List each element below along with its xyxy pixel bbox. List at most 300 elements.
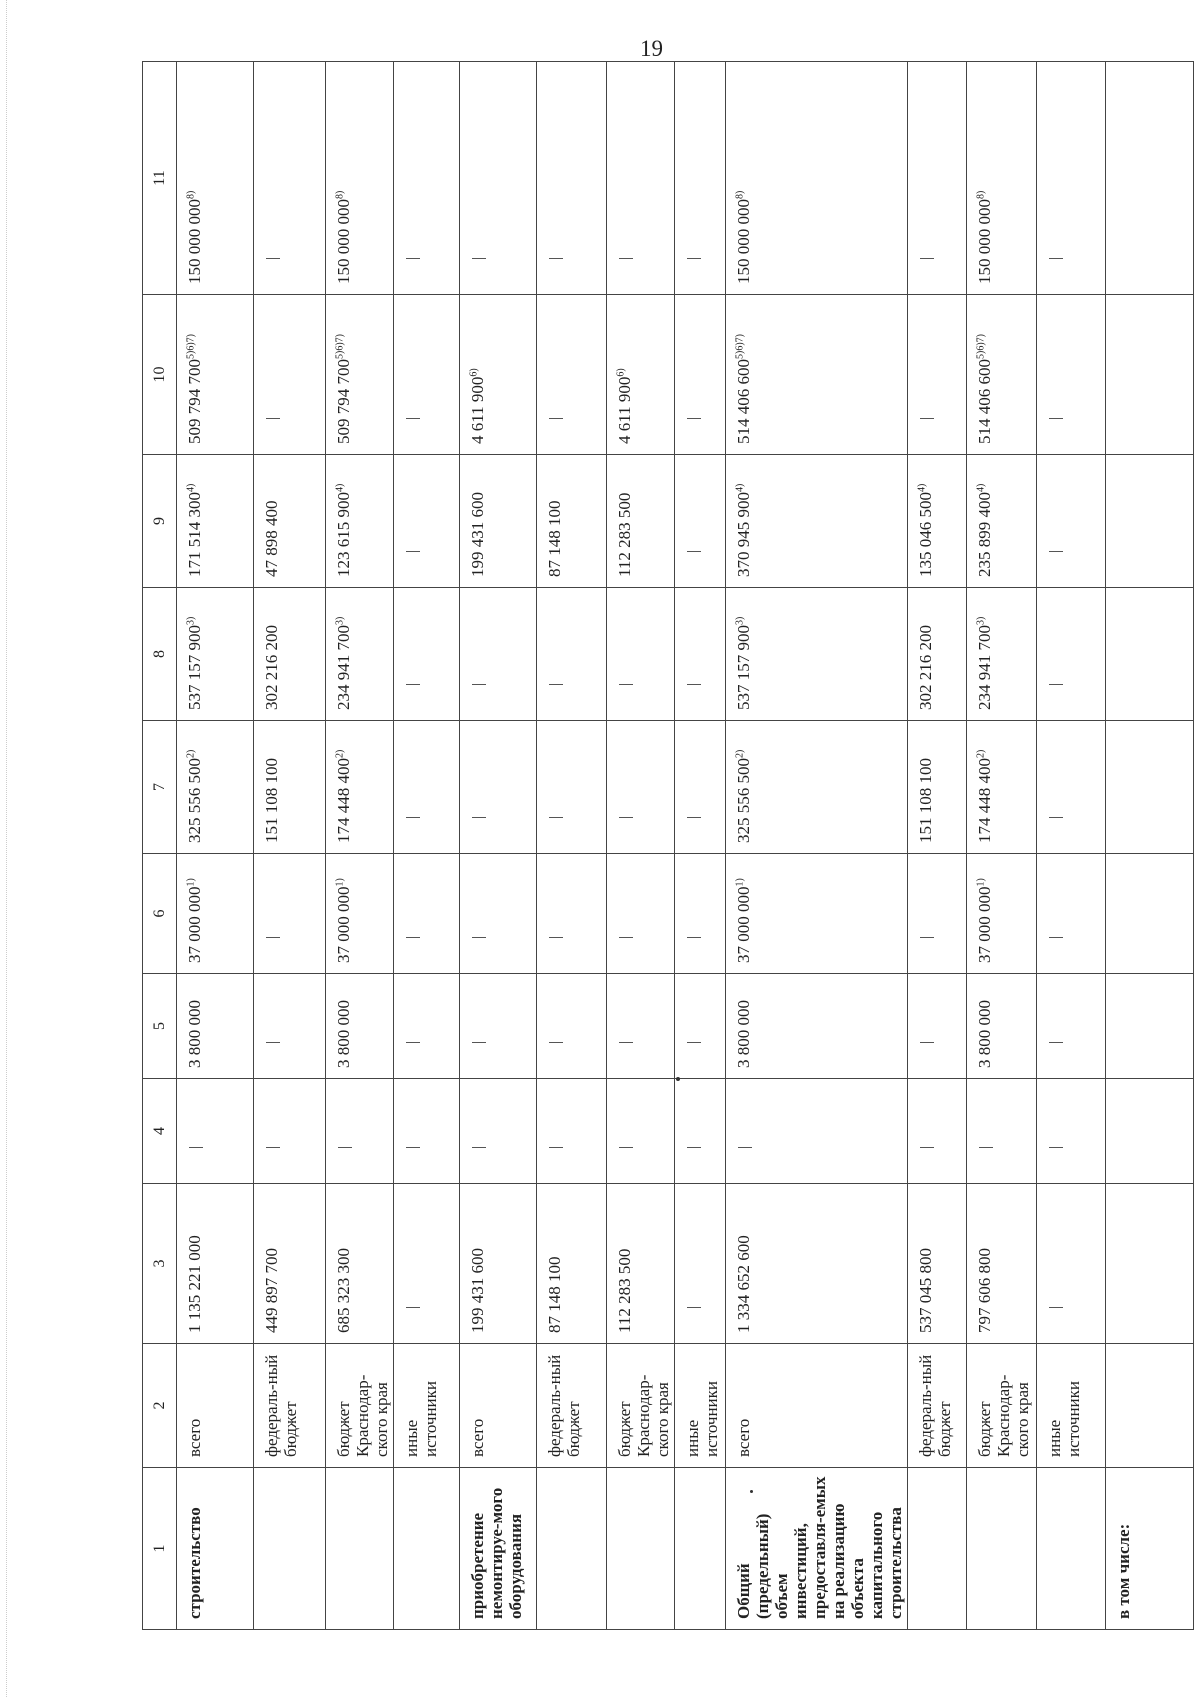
value-cell bbox=[908, 1184, 967, 1344]
footnote-ref: 8) bbox=[734, 190, 746, 199]
dash-mark bbox=[406, 1307, 420, 1308]
table-row bbox=[177, 62, 254, 1630]
dash-mark bbox=[619, 1147, 633, 1148]
funding-source-cell: федераль-ный бюджет bbox=[254, 1344, 326, 1468]
footnote-ref: 2) bbox=[975, 749, 987, 758]
value-cell bbox=[254, 455, 326, 588]
dash-mark bbox=[472, 1147, 486, 1148]
cell-value: 123 615 900 bbox=[334, 492, 353, 577]
footnote-ref: 4) bbox=[185, 483, 197, 492]
cell-value: 112 283 500 bbox=[615, 492, 634, 577]
dash-mark bbox=[266, 1147, 280, 1148]
footnote-ref: 4) bbox=[334, 483, 346, 492]
cell-value: 4 611 900 bbox=[615, 376, 634, 444]
row-category-cell bbox=[967, 1468, 1037, 1630]
value-cell bbox=[177, 588, 254, 721]
value-cell bbox=[908, 1079, 967, 1184]
table-row bbox=[537, 62, 607, 1630]
funding-source-cell: иные источники bbox=[675, 1344, 726, 1468]
dash-mark bbox=[406, 258, 420, 259]
row-category-cell bbox=[607, 1468, 675, 1630]
dash-mark bbox=[687, 551, 701, 552]
value-cell bbox=[967, 1079, 1037, 1184]
value-cell bbox=[254, 854, 326, 974]
value-cell bbox=[537, 854, 607, 974]
cell-value: 199 431 600 bbox=[468, 1248, 487, 1333]
dash-mark bbox=[687, 817, 701, 818]
footnote-ref: 2) bbox=[734, 749, 746, 758]
dash-mark bbox=[406, 817, 420, 818]
value-cell bbox=[394, 721, 460, 854]
value-cell bbox=[326, 62, 394, 295]
value-cell bbox=[908, 721, 967, 854]
dash-mark bbox=[920, 258, 934, 259]
value-cell bbox=[726, 295, 908, 455]
cell-value: 135 046 500 bbox=[916, 492, 935, 577]
column-header: 1 bbox=[143, 1468, 177, 1630]
value-cell bbox=[607, 455, 675, 588]
header-row bbox=[143, 62, 177, 1630]
footnote-ref: 3) bbox=[734, 616, 746, 625]
value-cell bbox=[1106, 295, 1194, 455]
value-cell bbox=[726, 974, 908, 1079]
column-header: 6 bbox=[143, 854, 177, 974]
dash-mark bbox=[406, 684, 420, 685]
table-row bbox=[726, 62, 908, 1630]
value-cell bbox=[1106, 1079, 1194, 1184]
footnote-ref: 3) bbox=[975, 616, 987, 625]
dash-mark bbox=[266, 1042, 280, 1043]
column-header: 11 bbox=[143, 62, 177, 295]
value-cell bbox=[326, 974, 394, 1079]
value-cell bbox=[394, 295, 460, 455]
table-row bbox=[254, 62, 326, 1630]
value-cell bbox=[726, 854, 908, 974]
dash-mark bbox=[1049, 551, 1063, 552]
funding-source-cell: иные источники bbox=[394, 1344, 460, 1468]
value-cell bbox=[177, 295, 254, 455]
cell-value: 37 000 000 bbox=[185, 886, 204, 963]
cell-value: 37 000 000 bbox=[975, 886, 994, 963]
cell-value: 174 448 400 bbox=[334, 758, 353, 843]
dash-mark bbox=[1049, 684, 1063, 685]
dash-mark bbox=[920, 1042, 934, 1043]
value-cell bbox=[967, 854, 1037, 974]
column-header: 9 bbox=[143, 455, 177, 588]
cell-value: 87 148 100 bbox=[545, 500, 564, 577]
cell-value: 150 000 000 bbox=[975, 199, 994, 284]
value-cell bbox=[908, 974, 967, 1079]
cell-value: 1 135 221 000 bbox=[185, 1235, 204, 1333]
dash-mark bbox=[619, 684, 633, 685]
value-cell bbox=[537, 1079, 607, 1184]
dash-mark bbox=[472, 1042, 486, 1043]
value-cell bbox=[607, 1184, 675, 1344]
cell-value: 174 448 400 bbox=[975, 758, 994, 843]
dash-mark bbox=[687, 1042, 701, 1043]
dash-mark bbox=[472, 937, 486, 938]
cell-value: 537 157 900 bbox=[734, 625, 753, 710]
dash-mark bbox=[549, 258, 563, 259]
funding-source-cell: бюджет Краснодар-ского края bbox=[326, 1344, 394, 1468]
value-cell bbox=[908, 295, 967, 455]
dash-mark bbox=[979, 1147, 993, 1148]
cell-value: 3 800 000 bbox=[734, 1000, 753, 1068]
value-cell bbox=[1037, 974, 1106, 1079]
dash-mark bbox=[687, 258, 701, 259]
footnote-ref: 3) bbox=[185, 616, 197, 625]
cell-value: 37 000 000 bbox=[734, 886, 753, 963]
funding-source-cell: федераль-ный бюджет bbox=[908, 1344, 967, 1468]
value-cell bbox=[1037, 588, 1106, 721]
footnote-ref: 1) bbox=[734, 878, 746, 887]
footnote-ref: 1) bbox=[334, 878, 346, 887]
funding-source-cell: бюджет Краснодар-ского края bbox=[607, 1344, 675, 1468]
value-cell bbox=[675, 588, 726, 721]
dash-mark bbox=[1049, 937, 1063, 938]
value-cell bbox=[607, 588, 675, 721]
value-cell bbox=[726, 1079, 908, 1184]
value-cell bbox=[1037, 295, 1106, 455]
dash-mark bbox=[619, 258, 633, 259]
row-category-cell bbox=[1037, 1468, 1106, 1630]
footnote-ref: 4) bbox=[916, 483, 928, 492]
funding-source-cell: бюджет Краснодар-ского края bbox=[967, 1344, 1037, 1468]
value-cell bbox=[460, 1184, 537, 1344]
cell-value: 112 283 500 bbox=[615, 1248, 634, 1333]
value-cell bbox=[177, 721, 254, 854]
dash-mark bbox=[472, 684, 486, 685]
row-category-cell: строительство bbox=[177, 1468, 254, 1630]
cell-value: 150 000 000 bbox=[734, 199, 753, 284]
value-cell bbox=[1106, 854, 1194, 974]
value-cell bbox=[326, 854, 394, 974]
scan-edge bbox=[0, 0, 7, 1697]
cell-value: 325 556 500 bbox=[734, 758, 753, 843]
value-cell bbox=[460, 854, 537, 974]
dash-mark bbox=[549, 1147, 563, 1148]
column-header: 5 bbox=[143, 974, 177, 1079]
footnote-ref: 1) bbox=[975, 878, 987, 887]
table-row bbox=[394, 62, 460, 1630]
dash-mark bbox=[549, 1042, 563, 1043]
column-header: 10 bbox=[143, 295, 177, 455]
footnote-ref: 1) bbox=[185, 878, 197, 887]
value-cell bbox=[177, 974, 254, 1079]
dash-mark bbox=[549, 937, 563, 938]
cell-value: 1 334 652 600 bbox=[734, 1235, 753, 1333]
footnote-ref: 2) bbox=[334, 749, 346, 758]
dash-mark bbox=[189, 1147, 203, 1148]
cell-value: 171 514 300 bbox=[185, 492, 204, 577]
dash-mark bbox=[687, 937, 701, 938]
value-cell bbox=[326, 295, 394, 455]
value-cell bbox=[726, 455, 908, 588]
value-cell bbox=[177, 1079, 254, 1184]
dash-mark bbox=[472, 817, 486, 818]
value-cell bbox=[537, 455, 607, 588]
value-cell bbox=[254, 1079, 326, 1184]
value-cell bbox=[675, 62, 726, 295]
cell-value: 537 045 800 bbox=[916, 1248, 935, 1333]
value-cell bbox=[726, 62, 908, 295]
row-category-cell: приобретение немонтируе-мого оборудования bbox=[460, 1468, 537, 1630]
footnote-ref: 6) bbox=[615, 368, 627, 377]
value-cell bbox=[394, 974, 460, 1079]
table-row bbox=[908, 62, 967, 1630]
cell-value: 3 800 000 bbox=[185, 1000, 204, 1068]
value-cell bbox=[726, 721, 908, 854]
value-cell bbox=[967, 588, 1037, 721]
funding-source-cell: иные источники bbox=[1037, 1344, 1106, 1468]
value-cell bbox=[607, 854, 675, 974]
value-cell bbox=[607, 62, 675, 295]
value-cell bbox=[254, 1184, 326, 1344]
value-cell bbox=[394, 588, 460, 721]
column-header: 7 bbox=[143, 721, 177, 854]
value-cell bbox=[254, 721, 326, 854]
value-cell bbox=[1037, 62, 1106, 295]
footnote-ref: 5)6)7) bbox=[185, 334, 197, 359]
value-cell bbox=[460, 455, 537, 588]
value-cell bbox=[967, 974, 1037, 1079]
cell-value: 302 216 200 bbox=[262, 625, 281, 710]
page-number: 19 bbox=[640, 36, 663, 61]
cell-value: 3 800 000 bbox=[975, 1000, 994, 1068]
dash-mark bbox=[338, 1147, 352, 1148]
value-cell bbox=[1106, 588, 1194, 721]
dash-mark bbox=[406, 1147, 420, 1148]
footnote-ref: 3) bbox=[334, 616, 346, 625]
dash-mark bbox=[1049, 1307, 1063, 1308]
value-cell bbox=[675, 721, 726, 854]
dash-mark bbox=[619, 1042, 633, 1043]
value-cell bbox=[326, 721, 394, 854]
row-category-cell: Общий (предельный) объем инвестиций, предоставля-емых на реализацию объекта капитального строительства bbox=[726, 1468, 908, 1630]
value-cell bbox=[394, 455, 460, 588]
value-cell bbox=[607, 721, 675, 854]
value-cell bbox=[1037, 854, 1106, 974]
dash-mark bbox=[266, 258, 280, 259]
table-row bbox=[607, 62, 675, 1630]
value-cell bbox=[177, 62, 254, 295]
value-cell bbox=[908, 62, 967, 295]
cell-value: 325 556 500 bbox=[185, 758, 204, 843]
value-cell bbox=[675, 1184, 726, 1344]
row-category-cell bbox=[537, 1468, 607, 1630]
value-cell bbox=[254, 62, 326, 295]
cell-value: 150 000 000 bbox=[185, 199, 204, 284]
dash-mark bbox=[1049, 1042, 1063, 1043]
cell-value: 151 108 100 bbox=[916, 758, 935, 843]
value-cell bbox=[460, 62, 537, 295]
value-cell bbox=[675, 1079, 726, 1184]
table-body bbox=[177, 62, 1194, 1630]
cell-value: 514 406 600 bbox=[734, 359, 753, 444]
row-category-cell bbox=[675, 1468, 726, 1630]
cell-value: 37 000 000 bbox=[334, 886, 353, 963]
dash-mark bbox=[1049, 817, 1063, 818]
cell-value: 234 941 700 bbox=[975, 625, 994, 710]
cell-value: 449 897 700 bbox=[262, 1248, 281, 1333]
cell-value: 151 108 100 bbox=[262, 758, 281, 843]
footnote-ref: 4) bbox=[975, 483, 987, 492]
cell-value: 370 945 900 bbox=[734, 492, 753, 577]
value-cell bbox=[537, 62, 607, 295]
value-cell bbox=[675, 455, 726, 588]
value-cell bbox=[394, 1184, 460, 1344]
table-row bbox=[460, 62, 537, 1630]
cell-value: 87 148 100 bbox=[545, 1256, 564, 1333]
cell-value: 514 406 600 bbox=[975, 359, 994, 444]
value-cell bbox=[537, 588, 607, 721]
value-cell bbox=[1106, 721, 1194, 854]
dash-mark bbox=[472, 258, 486, 259]
value-cell bbox=[1106, 455, 1194, 588]
dash-mark bbox=[1049, 418, 1063, 419]
footnote-ref: 5)6)7) bbox=[334, 334, 346, 359]
value-cell bbox=[394, 62, 460, 295]
dash-mark bbox=[406, 937, 420, 938]
row-category-cell bbox=[394, 1468, 460, 1630]
value-cell bbox=[326, 588, 394, 721]
value-cell bbox=[177, 455, 254, 588]
value-cell bbox=[460, 1079, 537, 1184]
cell-value: 47 898 400 bbox=[262, 500, 281, 577]
table-row bbox=[675, 62, 726, 1630]
dash-mark bbox=[549, 684, 563, 685]
table-row bbox=[326, 62, 394, 1630]
value-cell bbox=[1037, 455, 1106, 588]
footnote-ref: 8) bbox=[334, 190, 346, 199]
value-cell bbox=[908, 455, 967, 588]
dash-mark bbox=[406, 551, 420, 552]
dash-mark bbox=[266, 937, 280, 938]
value-cell bbox=[675, 295, 726, 455]
value-cell bbox=[908, 854, 967, 974]
value-cell bbox=[1106, 1184, 1194, 1344]
dash-mark bbox=[549, 418, 563, 419]
row-category-cell bbox=[326, 1468, 394, 1630]
value-cell bbox=[908, 588, 967, 721]
dash-mark bbox=[549, 817, 563, 818]
value-cell bbox=[607, 295, 675, 455]
value-cell bbox=[177, 854, 254, 974]
value-cell bbox=[967, 721, 1037, 854]
value-cell bbox=[460, 588, 537, 721]
cell-value: 150 000 000 bbox=[334, 199, 353, 284]
cell-value: 509 794 700 bbox=[334, 359, 353, 444]
funding-source-cell: всего bbox=[177, 1344, 254, 1468]
column-header: 8 bbox=[143, 588, 177, 721]
dash-mark bbox=[1049, 258, 1063, 259]
footnote-ref: 5)6)7) bbox=[975, 334, 987, 359]
cell-value: 509 794 700 bbox=[185, 359, 204, 444]
column-header: 3 bbox=[143, 1184, 177, 1344]
value-cell bbox=[394, 1079, 460, 1184]
rotated-table-container bbox=[142, 62, 1142, 1630]
value-cell bbox=[394, 854, 460, 974]
value-cell bbox=[254, 974, 326, 1079]
footnote-ref: 8) bbox=[185, 190, 197, 199]
row-category-cell: в том числе: bbox=[1106, 1468, 1194, 1630]
dash-mark bbox=[687, 1307, 701, 1308]
row-category-cell bbox=[254, 1468, 326, 1630]
value-cell bbox=[254, 588, 326, 721]
dash-mark bbox=[406, 418, 420, 419]
footnote-ref: 2) bbox=[185, 749, 197, 758]
table-row bbox=[1106, 62, 1194, 1630]
scan-speck bbox=[750, 1490, 753, 1493]
cell-value: 685 323 300 bbox=[334, 1248, 353, 1333]
table-row bbox=[967, 62, 1037, 1630]
cell-value: 3 800 000 bbox=[334, 1000, 353, 1068]
row-category-cell bbox=[908, 1468, 967, 1630]
value-cell bbox=[460, 974, 537, 1079]
dash-mark bbox=[738, 1147, 752, 1148]
cell-value: 797 606 800 bbox=[975, 1248, 994, 1333]
table-row bbox=[1037, 62, 1106, 1630]
value-cell bbox=[675, 854, 726, 974]
cell-value: 302 216 200 bbox=[916, 625, 935, 710]
value-cell bbox=[607, 974, 675, 1079]
cell-value: 537 157 900 bbox=[185, 625, 204, 710]
value-cell bbox=[967, 1184, 1037, 1344]
dash-mark bbox=[619, 937, 633, 938]
value-cell bbox=[967, 455, 1037, 588]
value-cell bbox=[1106, 62, 1194, 295]
value-cell bbox=[254, 295, 326, 455]
investment-table bbox=[142, 61, 1194, 1630]
value-cell bbox=[326, 455, 394, 588]
column-header: 2 bbox=[143, 1344, 177, 1468]
footnote-ref: 5)6)7) bbox=[734, 334, 746, 359]
value-cell bbox=[1037, 1184, 1106, 1344]
dash-mark bbox=[920, 1147, 934, 1148]
value-cell bbox=[537, 1184, 607, 1344]
cell-value: 235 899 400 bbox=[975, 492, 994, 577]
value-cell bbox=[177, 1184, 254, 1344]
value-cell bbox=[537, 974, 607, 1079]
dash-mark bbox=[1049, 1147, 1063, 1148]
value-cell bbox=[460, 295, 537, 455]
footnote-ref: 8) bbox=[975, 190, 987, 199]
value-cell bbox=[537, 295, 607, 455]
footnote-ref: 6) bbox=[468, 368, 480, 377]
dash-mark bbox=[920, 937, 934, 938]
cell-value: 4 611 900 bbox=[468, 376, 487, 444]
dash-mark bbox=[619, 817, 633, 818]
funding-source-cell: всего bbox=[726, 1344, 908, 1468]
value-cell bbox=[607, 1079, 675, 1184]
dash-mark bbox=[920, 418, 934, 419]
funding-source-cell bbox=[1106, 1344, 1194, 1468]
funding-source-cell: всего bbox=[460, 1344, 537, 1468]
value-cell bbox=[675, 974, 726, 1079]
value-cell bbox=[1106, 974, 1194, 1079]
value-cell bbox=[967, 62, 1037, 295]
dash-mark bbox=[687, 1147, 701, 1148]
value-cell bbox=[967, 295, 1037, 455]
value-cell bbox=[1037, 1079, 1106, 1184]
value-cell bbox=[326, 1184, 394, 1344]
dash-mark bbox=[687, 418, 701, 419]
value-cell bbox=[326, 1079, 394, 1184]
value-cell bbox=[1037, 721, 1106, 854]
scan-speck bbox=[676, 1077, 680, 1081]
cell-value: 234 941 700 bbox=[334, 625, 353, 710]
value-cell bbox=[460, 721, 537, 854]
